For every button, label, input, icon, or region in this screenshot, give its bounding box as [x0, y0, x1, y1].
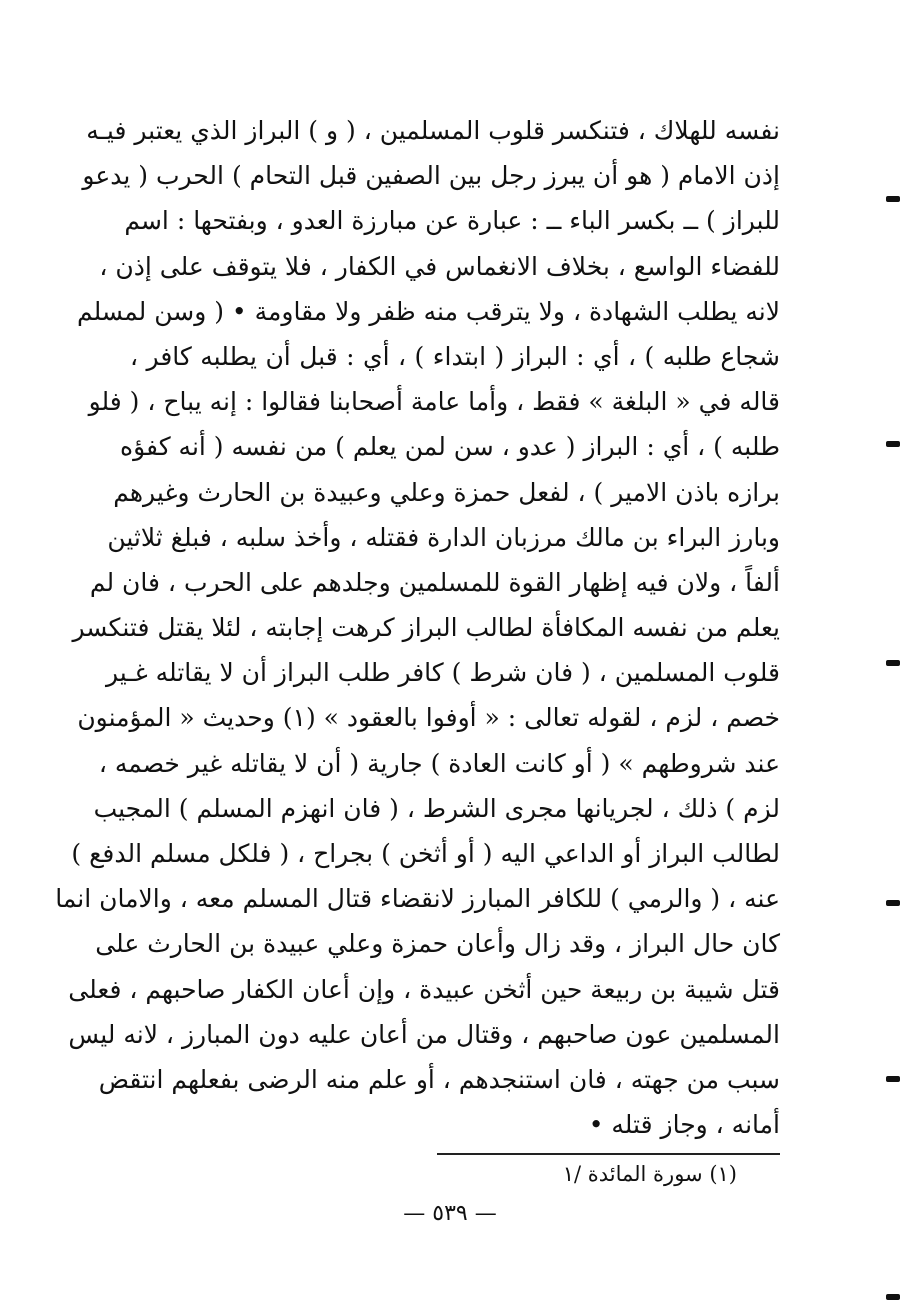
text-line: شجاع طلبه ) ، أي : البراز ( ابتداء ) ، أي : قبل أن يطلبه كافر ،: [130, 341, 780, 371]
text-line: المسلمين عون صاحبهم ، وقتال من أعان عليه دون المبارز ، لانه ليس: [68, 1019, 780, 1049]
text-line: خصم ، لزم ، لقوله تعالى : « أوفوا بالعقود » (١) وحديث « المؤمنون: [77, 703, 780, 733]
main-text-block: [55, 108, 780, 1147]
footnote: (١) سورة المائدة /١: [562, 1162, 737, 1186]
text-line: لزم ) ذلك ، لجريانها مجرى الشرط ، ( فان انهزم المسلم ) المجيب: [93, 793, 780, 823]
text-line: عند شروطهم » ( أو كانت العادة ) جارية ( أن لا يقاتله غير خصمه ،: [98, 748, 780, 778]
page-number: — ٥٣٩ —: [403, 1201, 497, 1226]
margin-tick-mark: [886, 1076, 900, 1082]
margin-tick-mark: [886, 441, 900, 447]
text-line: عنه ، ( والرمي ) للكافر المبارز لانقضاء قتال المسلم معه ، والامان انما: [55, 884, 780, 914]
text-line: للبراز ) ــ بكسر الباء ــ : عبارة عن مبارزة العدو ، وبفتحها : اسم: [124, 206, 780, 236]
text-line: كان حال البراز ، وقد زال وأعان حمزة وعلي عبيدة بن الحارث على: [95, 929, 780, 959]
text-line: برازه باذن الامير ) ، لفعل حمزة وعلي وعبيدة بن الحارث وغيرهم: [113, 477, 780, 507]
text-line: سبب من جهته ، فان استنجدهم ، أو علم منه الرضى بفعلهم انتقض: [98, 1064, 780, 1094]
text-line: طلبه ) ، أي : البراز ( عدو ، سن لمن يعلم ) من نفسه ( أنه كفؤه: [120, 432, 780, 462]
text-line: وبارز البراء بن مالك مرزبان الدارة فقتله ، وأخذ سلبه ، فبلغ ثلاثين: [107, 522, 780, 552]
text-line: نفسه للهلاك ، فتنكسر قلوب المسلمين ، ( و ) البراز الذي يعتبر فيـه: [86, 116, 780, 145]
text-line: لانه يطلب الشهادة ، ولا يترقب منه ظفر ولا مقاومة • ( وسن لمسلم: [76, 296, 780, 326]
margin-tick-mark: [886, 196, 900, 202]
text-line: قلوب المسلمين ، ( فان شرط ) كافر طلب البراز أن لا يقاتله غـير: [105, 658, 780, 688]
text-line: أمانه ، وجاز قتله •: [588, 1110, 780, 1140]
margin-tick-mark: [886, 1294, 900, 1300]
text-line: إذن الامام ( هو أن يبرز رجل بين الصفين قبل التحام ) الحرب ( يدعو: [82, 161, 780, 191]
text-line: قاله في « البلغة » فقط ، وأما عامة أصحابنا فقالوا : إنه يباح ، ( فلو: [88, 387, 780, 417]
text-line: لطالب البراز أو الداعي اليه ( أو أثخن ) بجراح ، ( فلكل مسلم الدفع ): [71, 839, 780, 868]
text-line: ألفاً ، ولان فيه إظهار القوة للمسلمين وجلدهم على الحرب ، فان لم: [89, 567, 780, 597]
text-line: قتل شيبة بن ربيعة حين أثخن عبيدة ، وإن أعان الكفار صاحبهم ، فعلى: [68, 974, 780, 1004]
footnote-divider: [437, 1153, 780, 1155]
text-line: يعلم من نفسه المكافأة لطالب البراز كرهت إجابته ، لئلا يقتل فتنكسر: [72, 613, 780, 643]
margin-tick-mark: [886, 900, 900, 906]
text-line: للفضاء الواسع ، بخلاف الانغماس في الكفار ، فلا يتوقف على إذن ،: [99, 251, 780, 281]
margin-tick-mark: [886, 660, 900, 666]
